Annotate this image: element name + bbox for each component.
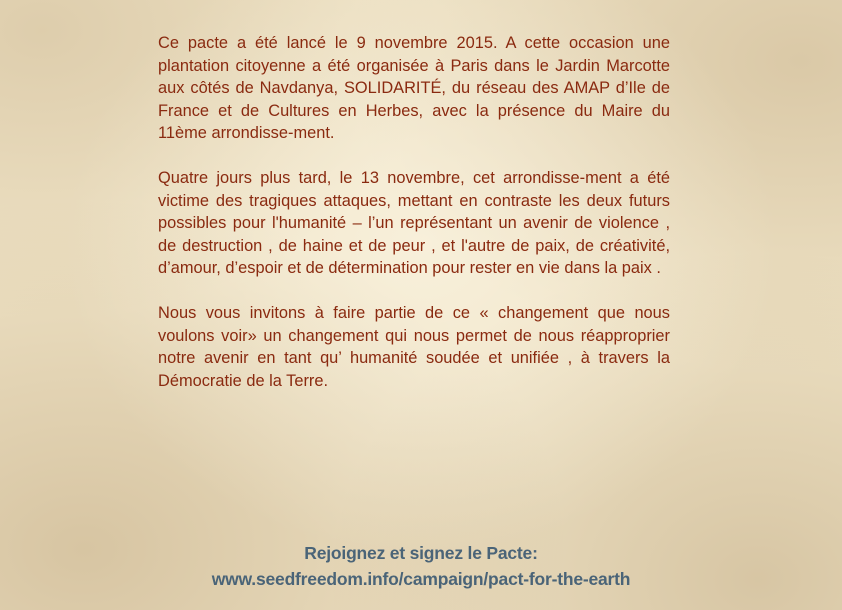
cta-heading: Rejoignez et signez le Pacte:	[304, 543, 538, 563]
document-body	[158, 32, 670, 392]
paragraph-attacks: Quatre jours plus tard, le 13 novembre, cet arrondisse-ment a été victime des tragiques attaques, mettant en contraste les deux futurs possibles pour l'humanité – l’un représentant un avenir de violence , de destruction , de haine et de peur , et l'autre de paix, de créativité, d’amour, d’espoir et de détermination pour rester en vie dans la paix .	[158, 168, 670, 278]
paragraph-launch: Ce pacte a été lancé le 9 novembre 2015. A cette occasion une plantation citoyenne a été organisée à Paris dans le Jardin Marcotte aux côtés de Navdanya, SOLIDARITÉ, du réseau des AMAP d’Ile de France et de Cultures en Herbes, avec la présence du Maire du 11ème arrondisse-ment.	[158, 34, 670, 143]
campaign-link[interactable]: www.seedfreedom.info/campaign/pact-for-the-earth	[211, 569, 631, 589]
paragraph-invitation: Nous vous invitons à faire partie de ce « changement que nous voulons voir» un changement qui nous permet de nous réapproprier notre avenir en tant qu’ humanité soudée et unifiée , à travers la Démocratie de la Terre.	[158, 303, 670, 390]
